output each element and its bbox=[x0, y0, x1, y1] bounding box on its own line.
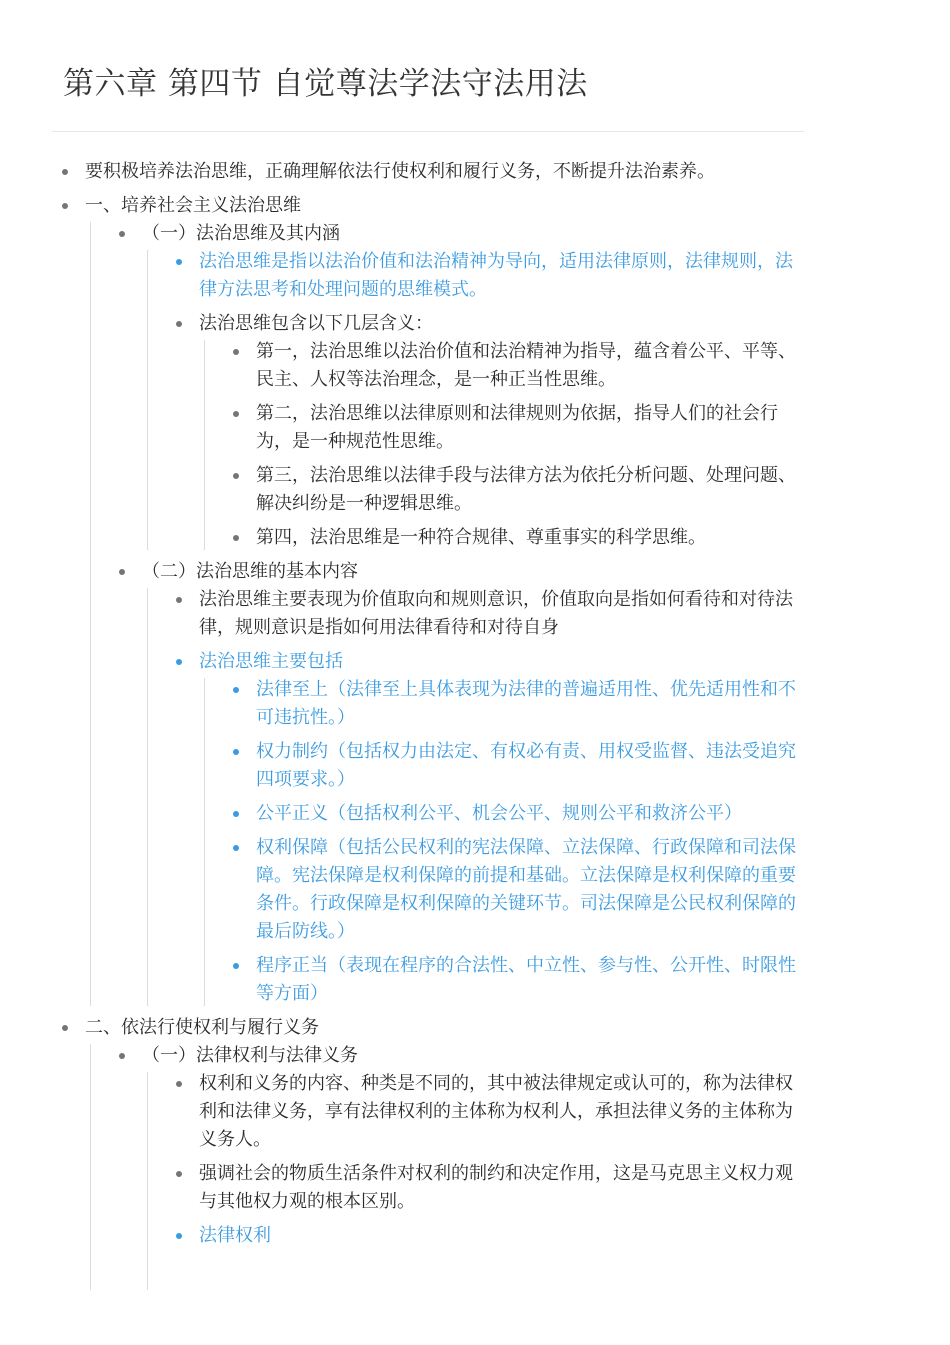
bullet-icon bbox=[233, 349, 239, 355]
outline-item bbox=[60, 158, 805, 186]
item-text: 法治思维包含以下几层含义： bbox=[199, 313, 433, 334]
item-text: 第三，法治思维以法律手段与法律方法为依托分析问题、处理问题、解决纠纷是一种逻辑思维。 bbox=[256, 465, 796, 514]
outline-section-1 bbox=[60, 192, 805, 1008]
item-text: 权利保障（包括公民权利的宪法保障、立法保障、行政保障和司法保障。宪法保障是权利保障的前提和基础。立法保障是权利保障的重要条件。行政保障是权利保障的关键环节。司法保障是公民权利保障的最后防线。） bbox=[256, 837, 796, 942]
bullet-icon bbox=[176, 321, 182, 327]
subsection-heading: （一）法律权利与法律义务 bbox=[142, 1045, 358, 1066]
item-text: 第四，法治思维是一种符合规律、尊重事实的科学思维。 bbox=[256, 527, 706, 548]
bullet-icon bbox=[62, 203, 68, 209]
definition-text: 法治思维是指以法治价值和法治精神为导向，适用法律原则，法律规则，法律方法思考和处理问题的思维模式。 bbox=[199, 251, 793, 300]
bullet-icon bbox=[176, 1081, 182, 1087]
outline-item bbox=[174, 648, 805, 1008]
list-item bbox=[231, 400, 805, 456]
item-text: 第二，法治思维以法律原则和法律规则为依据，指导人们的社会行为，是一种规范性思维。 bbox=[256, 403, 778, 452]
item-text: 法治思维主要表现为价值取向和规则意识，价值取向是指如何看待和对待法律，规则意识是指如何用法律看待和对待自身 bbox=[199, 589, 793, 638]
bullet-icon bbox=[233, 535, 239, 541]
bullet-icon bbox=[233, 411, 239, 417]
title-divider bbox=[52, 131, 804, 132]
includes-list bbox=[199, 676, 805, 1008]
page-title: 第六章 第四节 自觉尊法学法守法用法 bbox=[63, 66, 588, 102]
bullet-icon bbox=[176, 1171, 182, 1177]
item-text: 第一，法治思维以法治价值和法治精神为指导，蕴含着公平、平等、民主、人权等法治理念，是一种正当性思维。 bbox=[256, 341, 796, 390]
list-item bbox=[231, 834, 805, 946]
item-text: 权利和义务的内容、种类是不同的，其中被法律规定或认可的，称为法律权利和法律义务，享有法律权利的主体称为权利人，承担法律义务的主体称为义务人。 bbox=[199, 1073, 793, 1150]
bullet-icon bbox=[119, 569, 125, 575]
list-item bbox=[231, 524, 805, 552]
bullet-icon bbox=[176, 259, 182, 265]
outline-item bbox=[174, 1070, 805, 1154]
item-text: 公平正义（包括权利公平、机会公平、规则公平和救济公平） bbox=[256, 803, 742, 824]
list-item bbox=[231, 676, 805, 732]
outline-subsection bbox=[117, 220, 805, 552]
bullet-icon bbox=[176, 597, 182, 603]
subsection-heading: （一）法治思维及其内涵 bbox=[142, 223, 340, 244]
outline-subsection bbox=[117, 1042, 805, 1292]
outline-item bbox=[174, 586, 805, 642]
section-1-children bbox=[85, 220, 805, 1008]
outline-section-2 bbox=[60, 1014, 805, 1292]
subsection-children bbox=[142, 1070, 805, 1292]
section-heading: 二、依法行使权利与履行义务 bbox=[85, 1017, 319, 1038]
item-text: 法治思维主要包括 bbox=[199, 651, 343, 672]
list-item bbox=[231, 338, 805, 394]
trailing-space bbox=[199, 1250, 805, 1292]
item-text: 权力制约（包括权力由法定、有权必有责、用权受监督、违法受追究四项要求。） bbox=[256, 741, 796, 790]
list-item bbox=[231, 462, 805, 518]
outline-root bbox=[60, 158, 805, 1298]
outline-subsection bbox=[117, 558, 805, 1008]
subsection-children bbox=[142, 586, 805, 1008]
section-heading: 一、培养社会主义法治思维 bbox=[85, 195, 301, 216]
outline-item bbox=[174, 310, 805, 552]
bullet-icon bbox=[176, 1233, 182, 1239]
bullet-icon bbox=[119, 1053, 125, 1059]
subsection-heading: （二）法治思维的基本内容 bbox=[142, 561, 358, 582]
bullet-icon bbox=[233, 845, 239, 851]
outline-item bbox=[174, 1222, 805, 1292]
bullet-icon bbox=[176, 659, 182, 665]
list-item bbox=[231, 738, 805, 794]
bullet-icon bbox=[62, 1025, 68, 1031]
list-item bbox=[231, 952, 805, 1008]
list-item bbox=[231, 800, 805, 828]
bullet-icon bbox=[233, 473, 239, 479]
item-text: 程序正当（表现在程序的合法性、中立性、参与性、公开性、时限性等方面） bbox=[256, 955, 796, 1004]
outline-item bbox=[174, 248, 805, 304]
item-text: 强调社会的物质生活条件对权利的制约和决定作用，这是马克思主义权力观与其他权力观的根本区别。 bbox=[199, 1163, 793, 1212]
meanings-list bbox=[199, 338, 805, 552]
section-2-children bbox=[85, 1042, 805, 1292]
subsection-children bbox=[142, 248, 805, 552]
intro-text: 要积极培养法治思维，正确理解依法行使权利和履行义务，不断提升法治素养。 bbox=[85, 161, 715, 182]
bullet-icon bbox=[233, 749, 239, 755]
bullet-icon bbox=[62, 169, 68, 175]
bullet-icon bbox=[119, 231, 125, 237]
bullet-icon bbox=[233, 811, 239, 817]
bullet-icon bbox=[233, 963, 239, 969]
item-text: 法律至上（法律至上具体表现为法律的普遍适用性、优先适用性和不可违抗性。） bbox=[256, 679, 796, 728]
outline-item bbox=[174, 1160, 805, 1216]
bullet-icon bbox=[233, 687, 239, 693]
item-text: 法律权利 bbox=[199, 1225, 271, 1246]
